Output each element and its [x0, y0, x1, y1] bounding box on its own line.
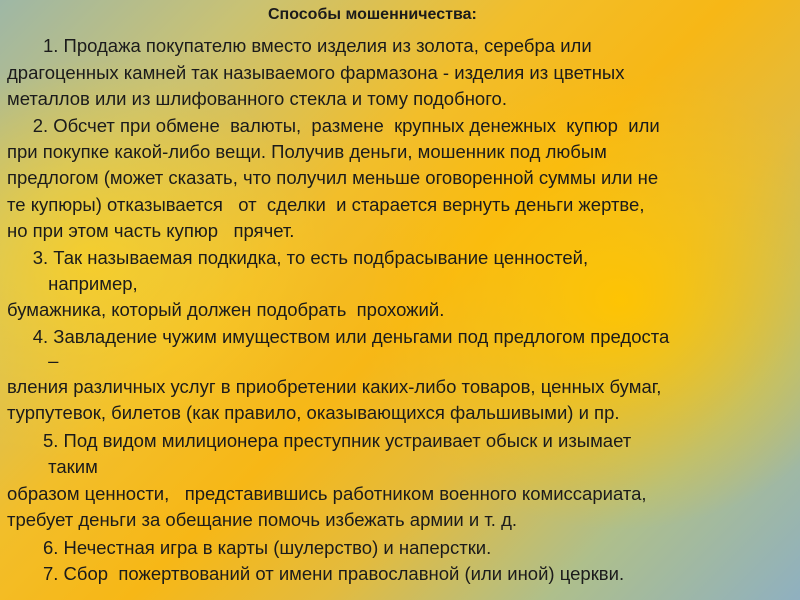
- text-line: 5. Под видом милиционера преступник устраивает обыск и изымает: [7, 430, 632, 451]
- text-line: образом ценности, представившись работником военного комиссариата,: [7, 483, 647, 504]
- text-line: при покупке какой-либо вещи. Получив деньги, мошенник под любым: [7, 141, 607, 162]
- text-line: –: [7, 350, 59, 371]
- text-line: турпутевок, билетов (как правило, оказывающихся фальшивыми) и пр.: [7, 402, 620, 423]
- text-line: вления различных услуг в приобретении каких-либо товаров, ценных бумаг,: [7, 376, 662, 397]
- text-line: 4. Завладение чужим имуществом или деньгами под предлогом предоста: [7, 326, 670, 347]
- text-line: таким: [7, 456, 98, 477]
- text-line: 6. Нечестная игра в карты (шулерство) и наперстки.: [7, 537, 492, 558]
- text-line: но при этом часть купюр прячет.: [7, 220, 295, 241]
- slide-title: Способы мошенничества:: [268, 6, 477, 23]
- text-line: бумажника, который должен подобрать прохожий.: [7, 299, 445, 320]
- text-line: требует деньги за обещание помочь избежать армии и т. д.: [7, 509, 518, 530]
- text-line: драгоценных камней так называемого фармазона - изделия из цветных: [7, 62, 625, 83]
- text-line: предлогом (может сказать, что получил меньше оговоренной суммы или не: [7, 167, 659, 188]
- text-line: металлов или из шлифованного стекла и тому подобного.: [7, 88, 507, 109]
- text-line: 1. Продажа покупателю вместо изделия из золота, серебра или: [7, 35, 592, 56]
- text-line: 2. Обсчет при обмене валюты, размене крупных денежных купюр или: [7, 115, 660, 136]
- text-line: например,: [7, 273, 138, 294]
- text-line: 3. Так называемая подкидка, то есть подбрасывание ценностей,: [7, 247, 589, 268]
- text-line: те купюры) отказывается от сделки и старается вернуть деньги жертве,: [7, 194, 645, 215]
- text-line: 7. Сбор пожертвований от имени православной (или иной) церкви.: [7, 563, 625, 584]
